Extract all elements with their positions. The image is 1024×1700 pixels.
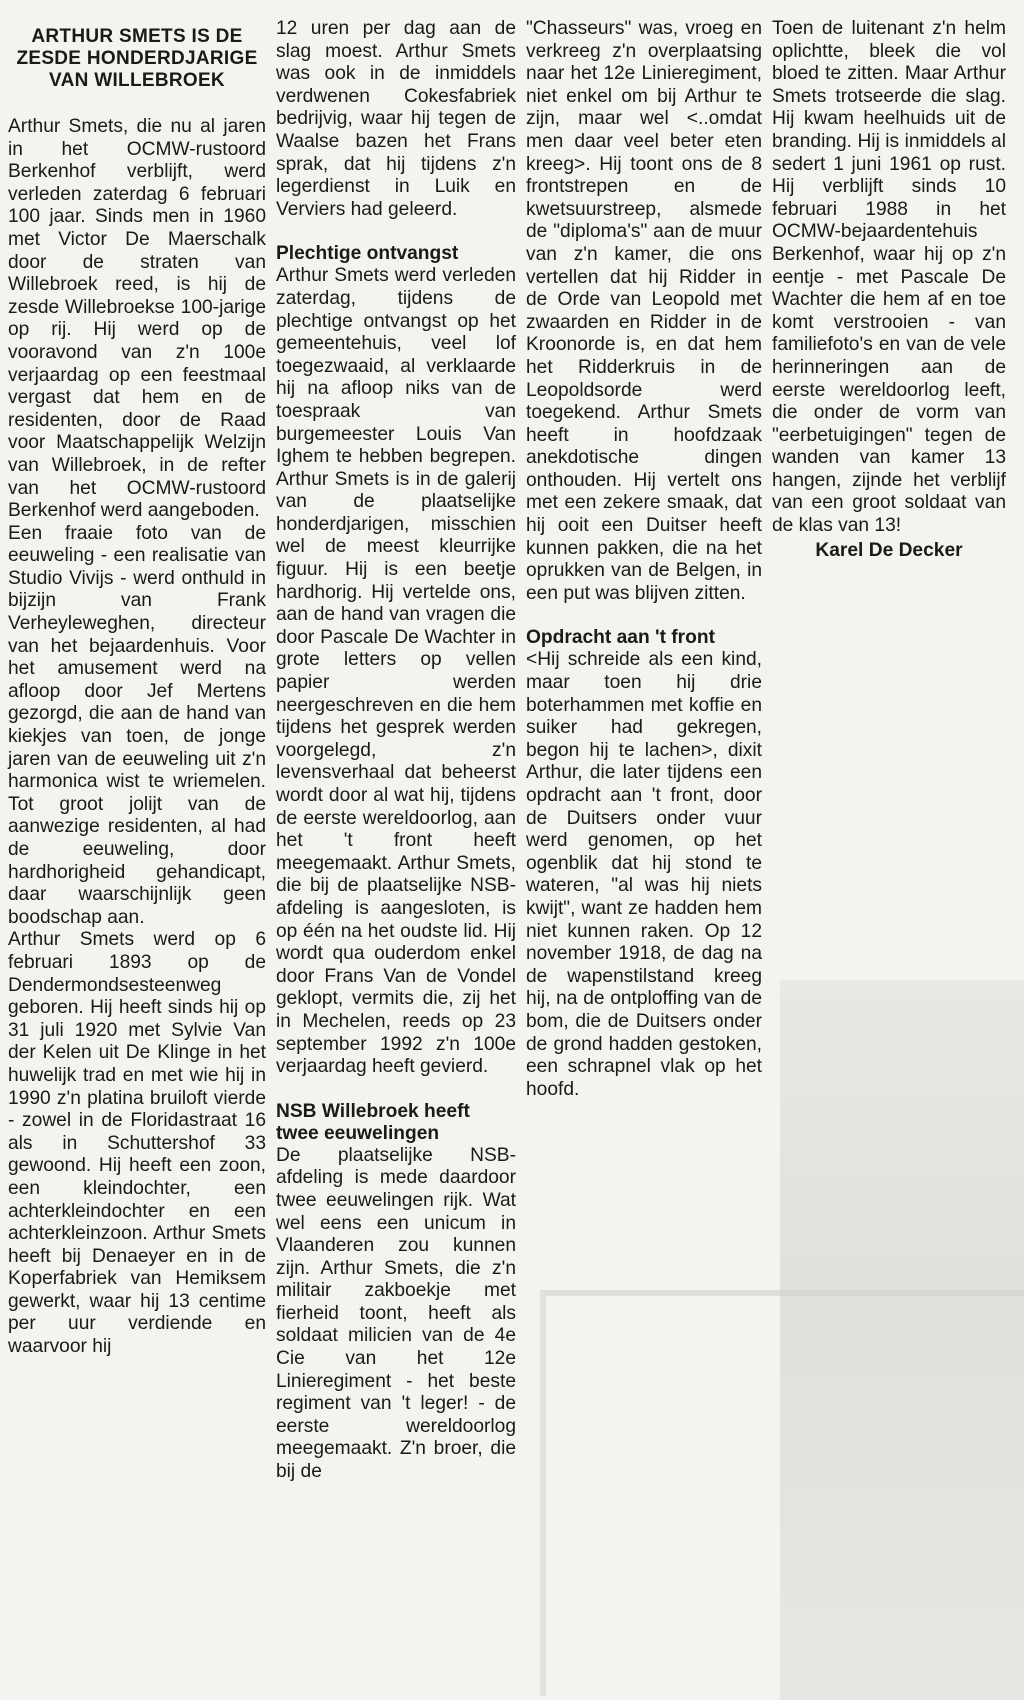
paragraph: <Hij schreide als een kind, maar toen hij drie boterhammen met koffie en suiker had gekregen, begon hij te lachen>, dixit Arthur, die later tijdens een opdracht aan 't front, door de Duitsers onder vuur werd genomen, op het ogenblik dat hij stond te wateren, "al was hij niets kwijt", want ze hadden hem niet kunnen raken. Op 12 november 1918, de dag na de wapenstilstand kreeg hij, na de ontploffing van de bom, die de Duitsers onder de grond hadden gestoken, een schrapnel vlak op het hoofd. [526,649,762,1100]
column-4 [772,18,1006,562]
byline: Karel De Decker [815,539,963,561]
subheading: Plechtige ontvangst [276,243,459,265]
subheading: Opdracht aan 't front [526,627,715,649]
paragraph: "Chasseurs" was, vroeg en verkreeg z'n overplaatsing naar het 12e Linieregiment, niet enkel om bij Arthur te zijn, maar wel <..omdat men daar veel beter eten kreeg>. Hij toont ons de 8 frontstrepen en de kwetsuurstreep, alsmede de "diploma's" aan de muur van z'n kamer, die ons vertellen dat hij Ridder in de Orde van Leopold met zwaarden en Ridder in de Kroonorde is, en dat hem het Ridderkruis in de Leopoldsorde werd toegekend. Arthur Smets heeft in hoofdzaak anekdotische dingen onthouden. Hij vertelt ons met een zekere smaak, dat hij ooit een Duitser heeft kunnen pakken, die na het oprukken van de Belgen, in een put was blijven zitten. [526,18,762,604]
column-1 [8,18,266,1359]
paragraph: Een fraaie foto van de eeuweling - een realisatie van Studio Vivijs - werd onthuld in bijzijn van Frank Verheyleweghen, directeur van het bejaardenhuis. Voor het amusement werd na afloop door Jef Mertens gezorgd, die aan de hand van kiekjes van toen, de jonge jaren van de eeuweling uit z'n harmonica wist te wriemelen. Tot groot jolijt van de aanwezige residenten, al had de eeuweling, door hardhorigheid gehandicapt, daar waarschijnlijk geen boodschap aan. [8,522,266,928]
paragraph: Toen de luitenant z'n helm oplichtte, bleek die vol bloed te zitten. Maar Arthur Smets trotseerde die slag. Hij kwam heelhuids uit de branding. Hij is inmiddels al sedert 1 juni 1961 op rust. Hij verblijft sinds 10 februari 1988 in het OCMW-bejaardentehuis Berkenhof, waar hij op z'n eentje - met Pascale De Wachter die hem af en toe komt verstrooien - van familiefoto's en van de vele herinneringen aan de eerste wereldoorlog leeft, die onder de vorm van "eerbetuigingen" tegen de wanden van kamer 13 hangen, zijnde het verblijf van een groot soldaat van de klas van 13! [772,18,1006,537]
paragraph: 12 uren per dag aan de slag moest. Arthur Smets was ook in de inmiddels verdwenen Cokesfabriek bedrijvig, waar hij tegen de Waalse bazen het Frans sprak, dat hij tijdens z'n legerdienst in Luik en Verviers had geleerd. [276,18,516,220]
paragraph: Arthur Smets, die nu al jaren in het OCMW-rustoord Berkenhof verblijft, werd verleden zaterdag 6 februari 100 jaar. Sinds men in 1960 met Victor De Maerschalk door de straten van Willebroek reed, is hij de zesde Willebroekse 100-jarige op rij. Hij werd op de vooravond van z'n 100e verjaardag op een feestmaal vergast dat hem en de residenten, door de Raad voor Maatschappelijk Welzijn van Willebroek, in de refter van het OCMW-rustoord Berkenhof werd aangeboden. [8,116,266,522]
subheading: NSB Willebroek heeft twee eeuwelingen [276,1100,470,1144]
column-2 [276,18,516,1484]
column-3 [526,18,762,1101]
paragraph: De plaatselijke NSB-afdeling is mede daardoor twee eeuwelingen rijk. Wat wel eens een unicum in Vlaanderen zou kunnen zijn. Arthur Smets, die z'n militair zakboekje met fierheid toont, heeft als soldaat milicien van de 4e Cie van het 12e Linieregiment - het beste regiment van 't leger! - de eerste wereldoorlog meegemaakt. Z'n broer, die bij de [276,1144,516,1483]
article [8,18,1016,1484]
paragraph: Arthur Smets werd verleden zaterdag, tijdens de plechtige ontvangst op het gemeentehuis, veel lof toegezwaaid, al verklaarde hij na afloop niks van de toespraak van burgemeester Louis Van Ighem te hebben begrepen. Arthur Smets is in de galerij van de plaatselijke honderdjarigen, misschien wel de meest kleurrijke figuur. Hij is een beetje hardhorig. Hij vertelde ons, aan de hand van vragen die door Pascale De Wachter in grote letters op vellen papier werden neergeschreven en die hem tijdens het gesprek werden voorgelegd, z'n levensverhaal dat beheerst wordt door al wat hij, tijdens de eerste wereldoorlog, aan het 't front heeft meegemaakt. Arthur Smets, die bij de plaatselijke NSB-afdeling is aangesloten, is op één na het oudste lid. Hij wordt qua ouderdom enkel door Frans Van de Vondel geklopt, vermits die, zij het in Mechelen, reeds op 23 september 1992 z'n 100e verjaardag heeft gevierd. [276,265,516,1078]
headline: ARTHUR SMETS IS DE ZESDE HONDERDJARIGE VAN WILLEBROEK [16,26,258,91]
paragraph: Arthur Smets werd op 6 februari 1893 op de Dendermondsesteenweg geboren. Hij heeft sinds hij op 31 juli 1920 met Sylvie Van der Kelen uit De Klinge in het huwelijk trad en met wie hij in 1990 z'n platina bruiloft vierde - zowel in de Floridastraat 16 als in Schuttershof 33 gewoond. Hij heeft een zoon, een kleindochter, een achterkleindochter en een achterkleinzoon. Arthur Smets heeft bij Denaeyer en in de Koperfabriek van Hemiksem gewerkt, waar hij 13 centime per uur verdiende en waarvoor hij [8,929,266,1358]
